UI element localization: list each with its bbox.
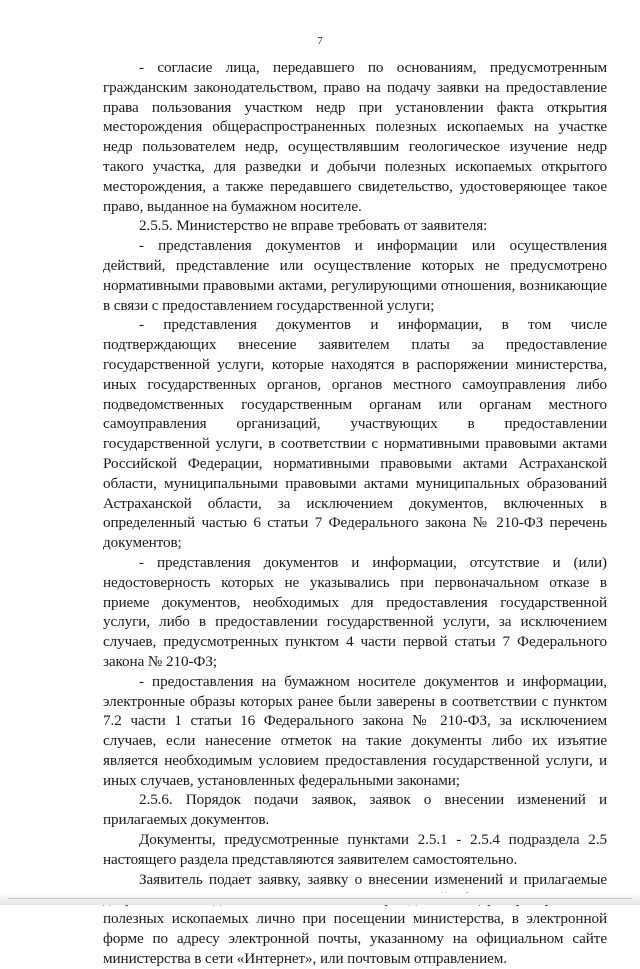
paragraph-item-unreliable-documents: - представления документов и информации, отсутствие и (или) недостоверность которых не указывались при первоначальном отказе в приеме документов, необходимых для предоставления государственной услуги, либо в предоставлении государственной услуги, за исключением случаев, предусмотренных пунктом 4 части первой статьи 7 Федерального закона № 210-ФЗ; bbox=[103, 553, 607, 670]
document-body bbox=[103, 58, 607, 969]
paragraph-item-paper-documents: - предоставления на бумажном носителе документов и информации, электронные образы которых ранее были заверены в соответствии с пунктом 7.2 части 1 статьи 16 Федерального закона № 210-ФЗ, за исключением случаев, если нанесение отметок на такие документы либо их изъятие является необходимым условием предоставления государственной услуги, и иных случаев, установленных федеральными законами; bbox=[103, 672, 607, 789]
page-number: 7 bbox=[317, 35, 323, 47]
paragraph-item-documents-actions: - представления документов и информации или осуществления действий, представление или осуществление которых не предусмотрено нормативными правовыми актами, регулирующими отношения, возникающие в связи с предоставлением государственной услуги; bbox=[103, 237, 607, 314]
paragraph-consent: - согласие лица, передавшего по основаниям, предусмотренным гражданским законодательством, право на подачу заявки на предоставление права пользования участком недр при установлении факта открытия месторождения общераспространенных полезных ископаемых на участке недр пользователем недр, осуществлявшим геологическое изучение недр такого участка, для разведки и добычи полезных ископаемых открытого месторождения, а также передавшего свидетельство, удостоверяющее такое право, выданное на бумажном носителе. bbox=[103, 59, 607, 215]
paragraph-2-5-6-heading: 2.5.6. Порядок подачи заявок, заявок о внесении изменений и прилагаемых документов. bbox=[103, 791, 607, 829]
paragraph-documents-self-submitted: Документы, предусмотренные пунктами 2.5.1 - 2.5.4 подраздела 2.5 настоящего раздела представляются заявителем самостоятельно. bbox=[103, 831, 607, 868]
paragraph-item-documents-payment: - представления документов и информации, в том числе подтверждающих внесение заявителем платы за предоставление государственной услуги, которые находятся в распоряжении министерства, иных государственных органов, органов местного самоуправления либо подведомственных государственным органам или органам местного самоуправления организаций, участвующих в предоставлении государственной услуги, в соответствии с нормативными правовыми актами Российской Федерации, нормативными правовыми актами Астраханской области, муниципальными правовыми актами муниципальных образований Астраханской области, за исключением документов, включенных в определенный частью 6 статьи 7 Федерального закона № 210-ФЗ перечень документов; bbox=[103, 316, 607, 552]
scan-bottom-edge bbox=[0, 893, 640, 905]
scan-edge-line bbox=[8, 898, 632, 899]
paragraph-submission-methods: Заявитель подает заявку, заявку о внесении изменений и прилагаемые полезных ископаемых лично при посещении министерства, в электронной форме по адресу электронной почты, указанному на официальном сайте министерства в сети «Интернет», или почтовым отправлением. bbox=[103, 870, 607, 967]
paragraph-2-5-5-heading: 2.5.5. Министерство не вправе требовать от заявителя: bbox=[139, 217, 488, 235]
